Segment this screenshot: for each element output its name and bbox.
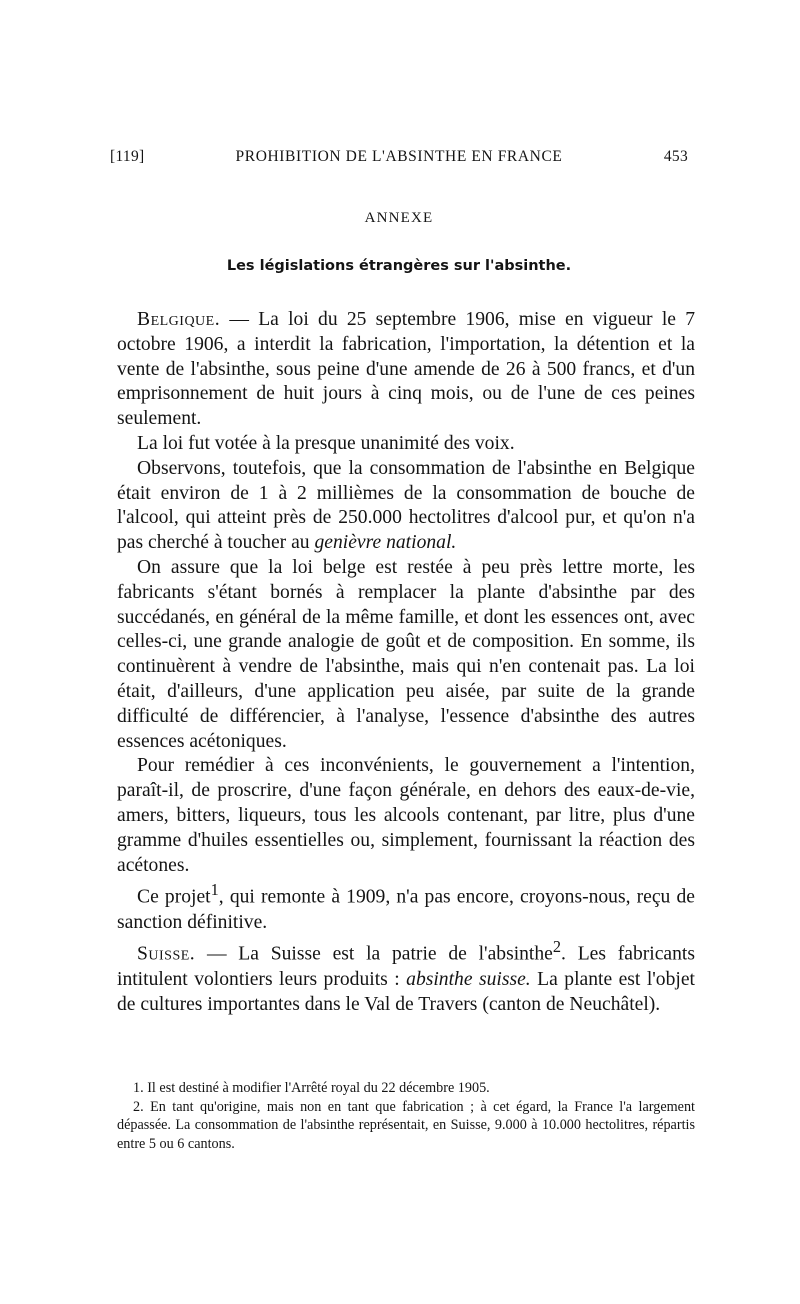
running-head [110, 148, 688, 170]
body-text [117, 308, 695, 1017]
paragraph-text: La plante est l'objet de cultures importantes dans le Val de Travers (canton de Neuchâtel). [117, 968, 695, 1015]
paragraph-text: — La Suisse est la patrie de l'absinthe [195, 943, 553, 965]
page-number: 453 [663, 148, 688, 165]
paragraph-text: Observons, toutefois, que la consommation de l'absinthe en Belgique était environ de 1 à 2 millièmes de la consommation de bouche de l'alcool, qui atteint près de 250.000 hectolitres d'alcool pur, et qu'on n'a pas cherché à toucher au [117, 457, 695, 554]
footnote-marker: 2 [552, 937, 562, 957]
paragraph-suisse [117, 935, 695, 1017]
annex-heading: ANNEXE [364, 210, 434, 226]
running-title: PROHIBITION DE L'ABSINTHE EN FRANCE [235, 148, 563, 165]
paragraph: On assure que la loi belge est restée à peu près lettre morte, les fabricants s'étant bornés à remplacer la plante d'absinthe par des succédanés, en général de la même famille, et dont les essences ont, avec celles-ci, une grande analogie de goût et de composition. En somme, ils continuèrent à vendre de l'absinthe, mais qui n'en contenait pas. La loi était, d'ailleurs, d'une application peu aisée, par suite de la grande difficulté de différencier, à l'analyse, l'essence d'absinthe des autres essences acétoniques. [117, 556, 695, 752]
paragraph-text: , qui remonte à 1909, n'a pas encore, croyons-nous, reçu de sanction définitive. [117, 886, 695, 933]
footnotes [117, 1079, 695, 1153]
paragraph: La loi fut votée à la presque unanimité des voix. [137, 432, 515, 454]
italic-term: absinthe suisse. [406, 968, 531, 990]
paragraph-text: — La loi du 25 septembre 1906, mise en vigueur le 7 octobre 1906, a interdit la fabrication, l'importation, la détention et la vente de l'absinthe, sous peine d'une amende de 26 à 500 francs, et d'un emprisonnement de huit jours à cinq mois, ou de l'une de ces peines seulement. [117, 309, 695, 430]
country-label-suisse: Suisse. [137, 943, 196, 965]
italic-term: genièvre national. [314, 532, 457, 554]
footnote-marker: 1 [210, 880, 219, 900]
section-title: Les législations étrangères sur l'absinthe. [226, 258, 572, 274]
paragraph-belgique [117, 308, 695, 432]
section-number: [119] [110, 148, 145, 165]
country-label-belgique: Belgique. [137, 309, 221, 330]
paragraph [117, 457, 695, 556]
footnote-1: 1. Il est destiné à modifier l'Arrêté royal du 22 décembre 1905. [133, 1080, 490, 1096]
paragraph-text: . Les fabricants intitulent volontiers leurs produits : [117, 943, 695, 990]
paragraph [117, 878, 695, 935]
paragraph-text: Ce projet [137, 886, 211, 908]
paragraph: Pour remédier à ces inconvénients, le gouvernement a l'intention, paraît-il, de proscrire, d'une façon générale, en dehors des eaux-de-vie, amers, bitters, liqueurs, tous les alcools contenant, par litre, plus d'une gramme d'huiles essentielles ou, simplement, fournissant la réaction des acétones. [117, 755, 695, 876]
footnote-2: 2. En tant qu'origine, mais non en tant que fabrication ; à cet égard, la France l'a largement dépassée. La consommation de l'absinthe représentait, en Suisse, 9.000 à 10.000 hectolitres, répartis entre 5 ou 6 cantons. [117, 1098, 695, 1152]
